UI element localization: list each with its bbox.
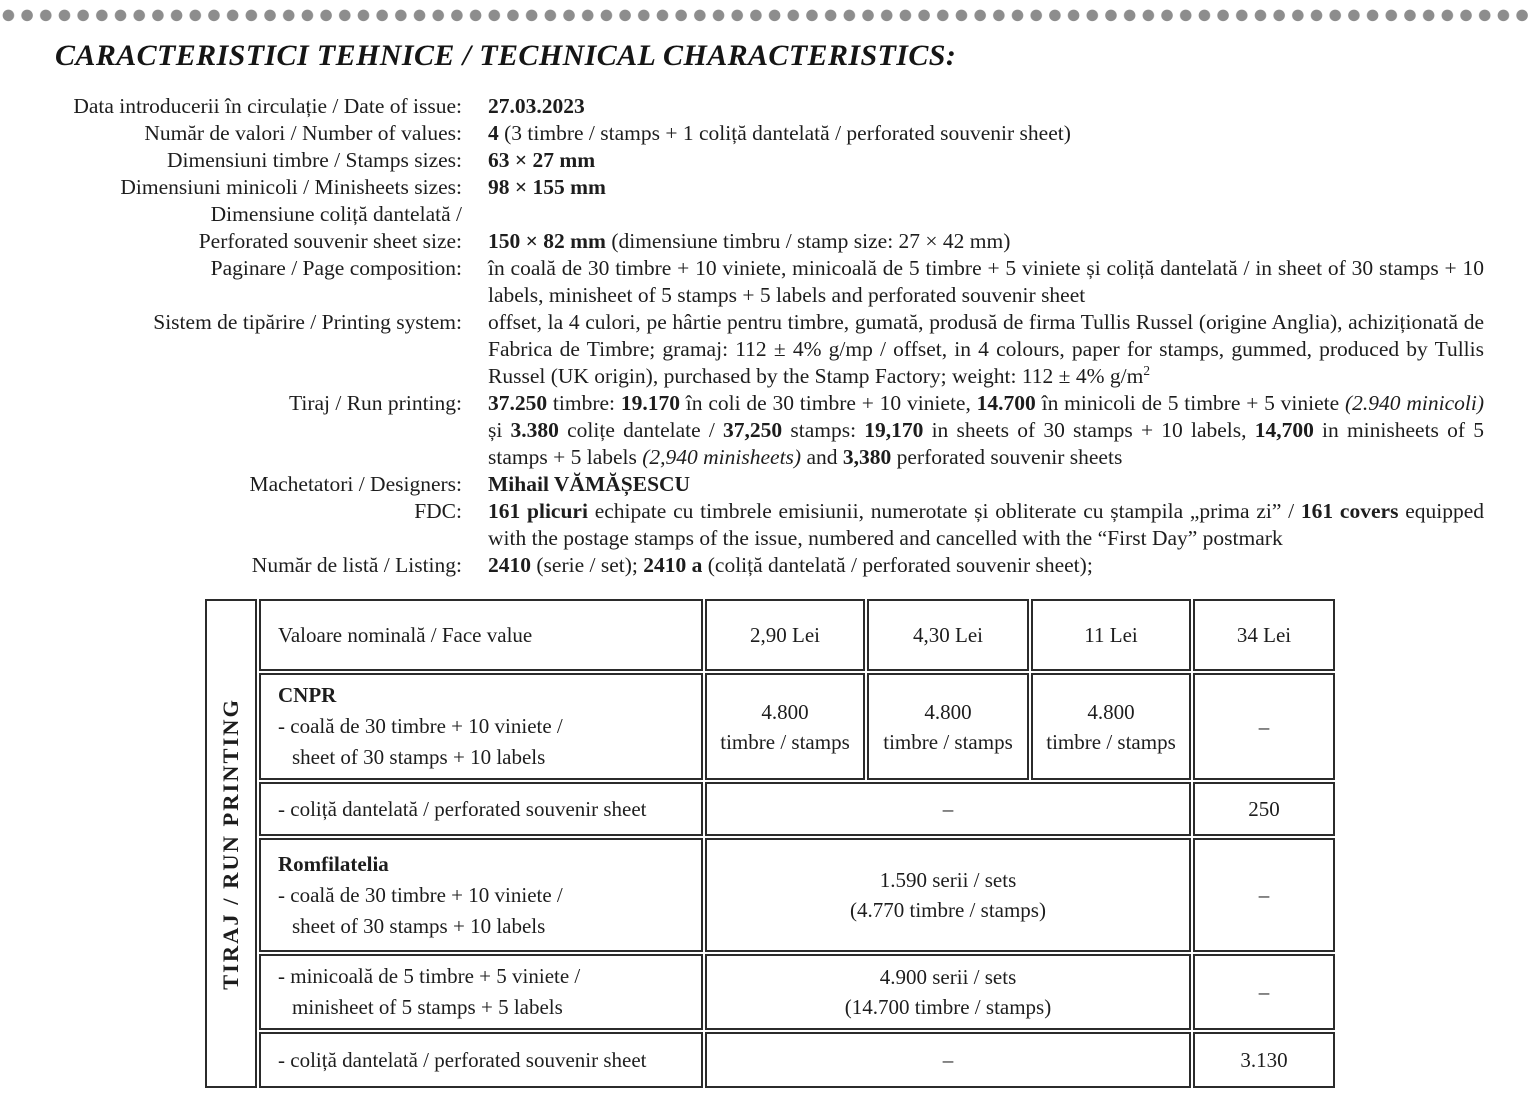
field-fdc — [0, 498, 1536, 552]
field-value: 161 plicuri echipate cu timbrele emisiunii, numerotate și obliterate cu ștampila „prima zi” / 161 covers equipped with the postage stamps of the issue, numbered and cancelled with the “First Day” postmark — [488, 499, 1485, 550]
field-date-of-issue — [0, 93, 1536, 120]
cell-290-qty: 4.800 timbre / stamps — [705, 673, 865, 780]
field-stamp-sizes — [0, 147, 1536, 174]
face-value-header: Valoare nominală / Face value — [259, 599, 703, 671]
col-header-34: 34 Lei — [1193, 599, 1335, 671]
field-page-composition — [0, 255, 1536, 309]
cell-34-qty: 250 — [1193, 782, 1335, 836]
field-label: Număr de listă / Listing: — [251, 553, 462, 577]
row-name: CNPR - coală de 30 timbre + 10 viniete / sheet of 30 stamps + 10 labels — [259, 673, 703, 780]
field-label: Machetatori / Designers: — [249, 472, 462, 496]
table-row-cnpr-sheet — [205, 673, 1335, 780]
cell-span-dash: – — [705, 1032, 1191, 1088]
field-value: 2410 (serie / set); 2410 a (coliță dantelată / perforated souvenir sheet); — [488, 553, 1093, 577]
table-row-romfilatelia-sheet — [205, 838, 1335, 952]
field-label: Dimensiune coliță dantelată / Perforated souvenir sheet size: — [198, 202, 462, 253]
field-label: Dimensiuni timbre / Stamps sizes: — [166, 148, 462, 172]
cell-34-dash: – — [1193, 838, 1335, 952]
page-title: CARACTERISTICI TEHNICE / TECHNICAL CHARACTERISTICS: — [55, 39, 957, 72]
cell-span-sets: 4.900 serii / sets (14.700 timbre / stamps) — [705, 954, 1191, 1030]
col-header-430: 4,30 Lei — [867, 599, 1029, 671]
row-name: - coliță dantelată / perforated souvenir sheet — [259, 1032, 703, 1088]
field-value: Mihail VĂMĂȘESCU — [488, 472, 691, 496]
field-value: 98 × 155 mm — [488, 175, 606, 199]
field-value: 27.03.2023 — [488, 94, 585, 118]
field-designers — [0, 471, 1536, 498]
field-value: 63 × 27 mm — [488, 148, 596, 172]
cell-34-qty: 3.130 — [1193, 1032, 1335, 1088]
field-listing — [0, 552, 1536, 579]
field-label: Sistem de tipărire / Printing system: — [153, 310, 462, 334]
table-row-romfilatelia-souvenir — [205, 1032, 1335, 1088]
row-name: - minicoală de 5 timbre + 5 viniete / minisheet of 5 stamps + 5 labels — [259, 954, 703, 1030]
col-header-11: 11 Lei — [1031, 599, 1191, 671]
cell-11-qty: 4.800 timbre / stamps — [1031, 673, 1191, 780]
cell-span-sets: 1.590 serii / sets (4.770 timbre / stamps) — [705, 838, 1191, 952]
table-header-row — [205, 599, 1335, 671]
table-row-minisheet — [205, 954, 1335, 1030]
cell-span-dash: – — [705, 782, 1191, 836]
run-printing-table — [203, 597, 1337, 1090]
field-label: Data introducerii în circulație / Date of issue: — [73, 94, 462, 118]
cell-430-qty: 4.800 timbre / stamps — [867, 673, 1029, 780]
field-label: Dimensiuni minicoli / Minisheets sizes: — [120, 175, 462, 199]
field-label: Paginare / Page composition: — [210, 256, 462, 280]
field-souvenir-sheet-size — [0, 201, 1536, 255]
field-printing-system — [0, 309, 1536, 390]
field-number-of-values — [0, 120, 1536, 147]
dotted-separator — [2, 9, 1534, 22]
side-label: TIRAJ / RUN PRINTING — [218, 697, 243, 990]
col-header-290: 2,90 Lei — [705, 599, 865, 671]
stamp-issue-technical-sheet — [0, 9, 1536, 1090]
field-label: FDC: — [414, 499, 462, 523]
row-name: Romfilatelia - coală de 30 timbre + 10 viniete / sheet of 30 stamps + 10 labels — [259, 838, 703, 952]
row-name: - coliță dantelată / perforated souvenir sheet — [259, 782, 703, 836]
table-row-cnpr-souvenir — [205, 782, 1335, 836]
field-value: 4 (3 timbre / stamps + 1 coliță dantelată / perforated souvenir sheet) — [488, 121, 1071, 145]
field-value: offset, la 4 culori, pe hârtie pentru timbre, gumată, produsă de firma Tullis Russel (origine Anglia), achiziționată de Fabrica de Timbre; gramaj: 112 ± 4% g/mp / offset, in 4 colours, paper for stamps, gummed, produced by Tullis Russel (UK origin), purchased by the Stamp Factory; weight: 112 ± 4% $g/m^2$ — [488, 310, 1484, 388]
field-value: 37.250 timbre: 19.170 în coli de 30 timbre + 10 viniete, 14.700 în minicoli de 5 timbre + 5 viniete (2.940 minicoli) și 3.380 colițe dantelate / 37,250 stamps: 19,170 in sheets of 30 stamps + 10 labels, 14,700 in minisheets of 5 stamps + 5 labels (2,940 minisheets) and 3,380 perforated souvenir sheets — [488, 391, 1484, 469]
cell-34-dash: – — [1193, 954, 1335, 1030]
cell-34-dash: – — [1193, 673, 1335, 780]
field-run-printing — [0, 390, 1536, 471]
field-value: în coală de 30 timbre + 10 viniete, minicoală de 5 timbre + 5 viniete și coliță dantelată / in sheet of 30 stamps + 10 labels, minisheet of 5 stamps + 5 labels and perforated souvenir sheet — [488, 256, 1484, 307]
technical-fields — [0, 93, 1536, 579]
field-minisheet-sizes — [0, 174, 1536, 201]
field-value: 150 × 82 mm (dimensiune timbru / stamp size: 27 × 42 mm) — [488, 229, 1011, 253]
side-label-cell — [205, 599, 257, 1088]
field-label: Tiraj / Run printing: — [288, 391, 462, 415]
field-label: Număr de valori / Number of values: — [144, 121, 462, 145]
